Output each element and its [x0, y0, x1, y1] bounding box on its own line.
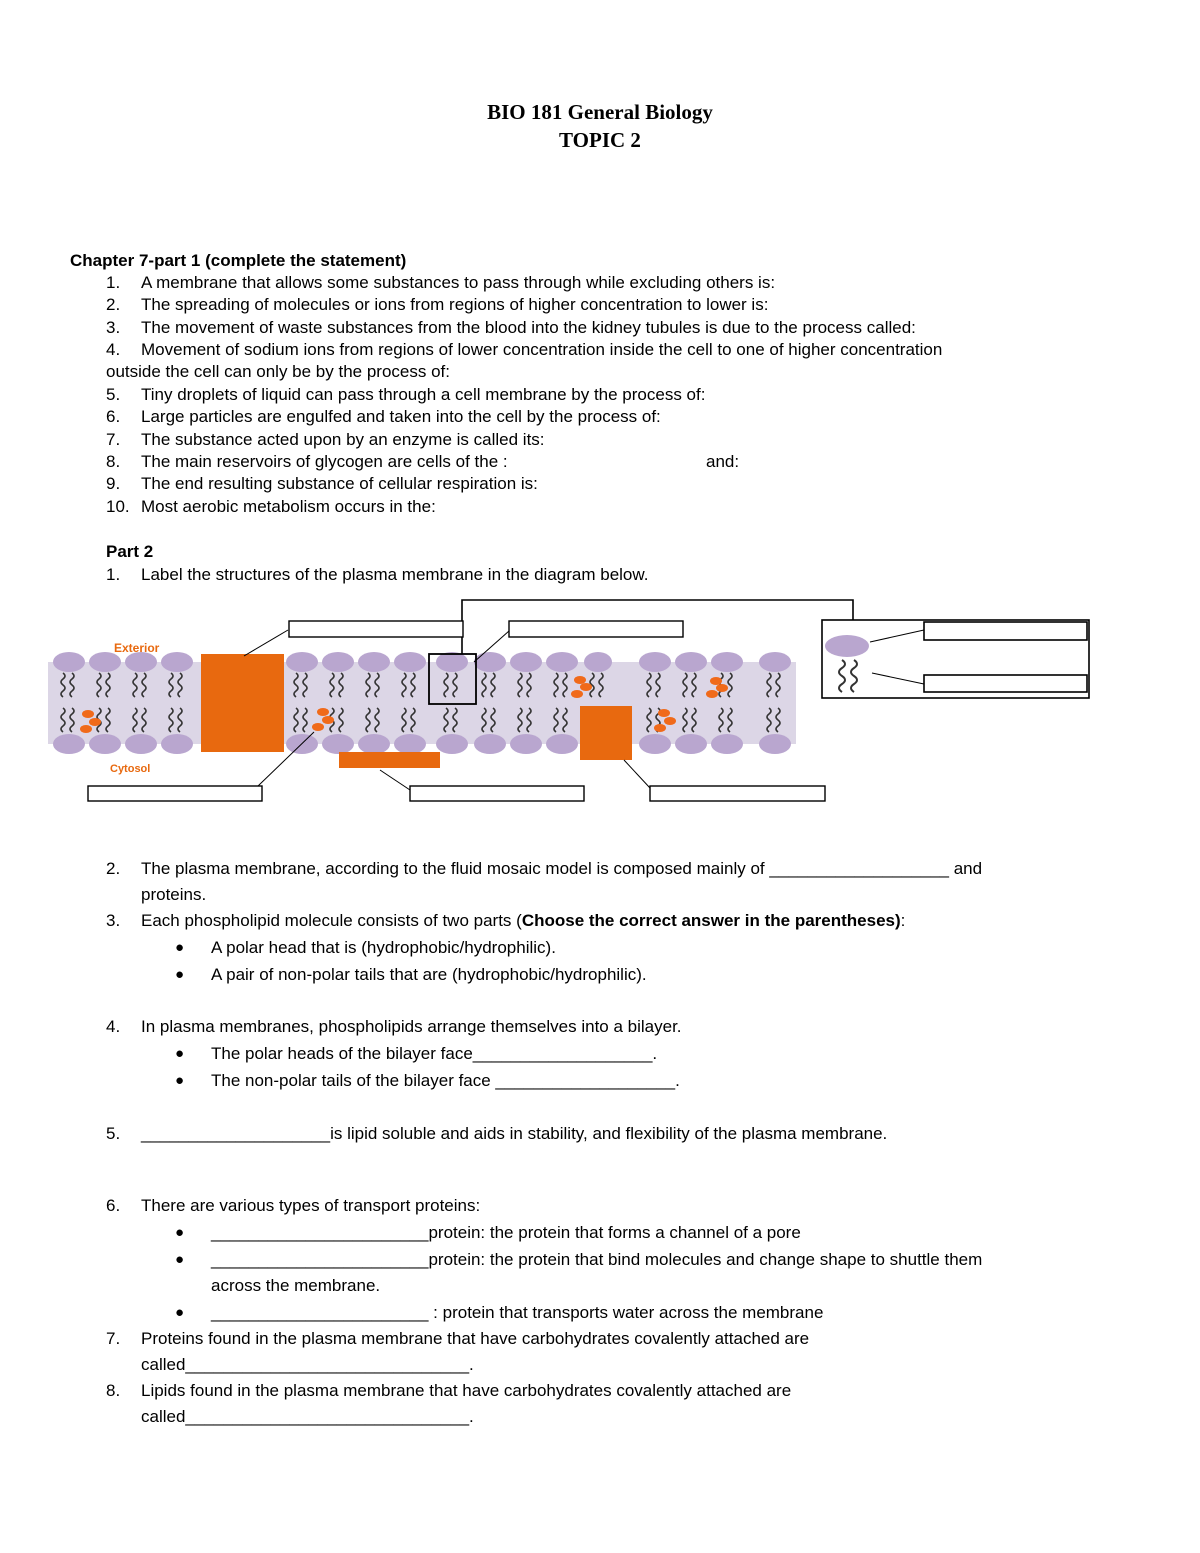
leader-line: [244, 630, 288, 656]
q1-text: Label the structures of the plasma membrane in the diagram below.: [141, 565, 649, 584]
q2-number: 2.: [106, 859, 121, 878]
q3-text: Each phospholipid molecule consists of two parts (Choose the correct answer in the parentheses):: [141, 911, 906, 930]
q6-bullet: _______________________ : protein that transports water across the membrane: [211, 1303, 824, 1322]
q4-bullet: The polar heads of the bilayer face___________________.: [211, 1044, 658, 1063]
q6-bullet-continuation: across the membrane.: [211, 1276, 381, 1295]
q3-number: 3.: [106, 911, 121, 930]
part1-item-text: The main reservoirs of glycogen are cells of the :: [141, 452, 508, 471]
part1-item-text: Tiny droplets of liquid can pass through a cell membrane by the process of:: [141, 385, 706, 404]
part1-heading: Chapter 7-part 1 (complete the statement): [70, 251, 407, 270]
peripheral-protein-inner: [580, 706, 632, 760]
q8-continuation: called______________________________.: [141, 1407, 474, 1426]
exterior-label: Exterior: [114, 641, 160, 655]
document-title: BIO 181 General Biology: [487, 100, 713, 124]
bullet-icon: ●: [175, 1224, 185, 1241]
q2-text: The plasma membrane, according to the fluid mosaic model is composed mainly of ___________________ and: [141, 859, 983, 878]
q6-bullet: _______________________protein: the protein that bind molecules and change shape to shuttle them: [211, 1250, 983, 1269]
label-blank-top-middle[interactable]: [509, 621, 683, 637]
part1-item-text: The end resulting substance of cellular respiration is:: [141, 474, 538, 493]
q2-continuation: proteins.: [141, 885, 207, 904]
part1-item-number: 2.: [106, 295, 121, 314]
part1-item-text: Large particles are engulfed and taken into the cell by the process of:: [141, 407, 661, 426]
bullet-icon: ●: [175, 1251, 185, 1268]
document-subtitle: TOPIC 2: [559, 128, 641, 152]
leader-line: [380, 770, 410, 790]
part1-item-number: 3.: [106, 318, 121, 337]
part2-heading: Part 2: [106, 542, 154, 561]
q1-number: 1.: [106, 565, 121, 584]
bullet-icon: ●: [175, 1304, 185, 1321]
part1-item-text: The substance acted upon by an enzyme is called its:: [141, 430, 545, 449]
bullet-icon: ●: [175, 1072, 185, 1089]
q3-bullet: A polar head that is (hydrophobic/hydrophilic).: [211, 938, 556, 957]
part1-item-number: 4.: [106, 340, 121, 359]
part1-item-number: 8.: [106, 452, 121, 471]
label-blank-bottom-middle[interactable]: [410, 786, 584, 801]
bullet-icon: ●: [175, 939, 185, 956]
q8-text: Lipids found in the plasma membrane that have carbohydrates covalently attached are: [141, 1381, 792, 1400]
q7-text: Proteins found in the plasma membrane that have carbohydrates covalently attached are: [141, 1329, 810, 1348]
label-blank-top-left[interactable]: [289, 621, 463, 637]
part1-item-number: 7.: [106, 430, 121, 449]
part1-item-text: Movement of sodium ions from regions of lower concentration inside the cell to one of higher concentration: [141, 340, 943, 359]
q6-text: There are various types of transport proteins:: [141, 1196, 481, 1215]
label-blank-head[interactable]: [924, 622, 1087, 640]
q5-text: ____________________is lipid soluble and aids in stability, and flexibility of the plasma membrane.: [141, 1124, 888, 1143]
peripheral-protein: [339, 752, 440, 768]
part1-item-number: 9.: [106, 474, 121, 493]
part1-item-text: A membrane that allows some substances to pass through while excluding others is:: [141, 273, 776, 292]
q6-bullet: _______________________protein: the protein that forms a channel of a pore: [211, 1223, 801, 1242]
q4-text: In plasma membranes, phospholipids arrange themselves into a bilayer.: [141, 1017, 682, 1036]
q4-bullet: The non-polar tails of the bilayer face ___________________.: [211, 1071, 680, 1090]
q7-continuation: called______________________________.: [141, 1355, 474, 1374]
part1-item-text: The movement of waste substances from the blood into the kidney tubules is due to the process called:: [141, 318, 916, 337]
bullet-icon: ●: [175, 1045, 185, 1062]
part1-item-number: 1.: [106, 273, 121, 292]
part1-item-text: The spreading of molecules or ions from regions of higher concentration to lower is:: [141, 295, 769, 314]
q4-number: 4.: [106, 1017, 121, 1036]
label-blank-tails[interactable]: [924, 675, 1087, 692]
part1-item-continuation: outside the cell can only be by the process of:: [106, 362, 450, 381]
part1-item-extra: and:: [706, 452, 740, 471]
q6-number: 6.: [106, 1196, 121, 1215]
q5-number: 5.: [106, 1124, 121, 1143]
cytosol-label: Cytosol: [110, 763, 151, 775]
leader-line: [624, 760, 650, 788]
part1-item-text: Most aerobic metabolism occurs in the:: [141, 497, 436, 516]
label-blank-bottom-right[interactable]: [650, 786, 825, 801]
part1-item-number: 6.: [106, 407, 121, 426]
bullet-icon: ●: [175, 966, 185, 983]
part1-item-number: 10.: [106, 497, 130, 516]
integral-protein: [201, 654, 284, 752]
q7-number: 7.: [106, 1329, 121, 1348]
q3-bullet: A pair of non-polar tails that are (hydrophobic/hydrophilic).: [211, 965, 647, 984]
part1-item-number: 5.: [106, 385, 121, 404]
q8-number: 8.: [106, 1381, 121, 1400]
label-blank-bottom-left[interactable]: [88, 786, 262, 801]
inset-head: [825, 635, 869, 657]
